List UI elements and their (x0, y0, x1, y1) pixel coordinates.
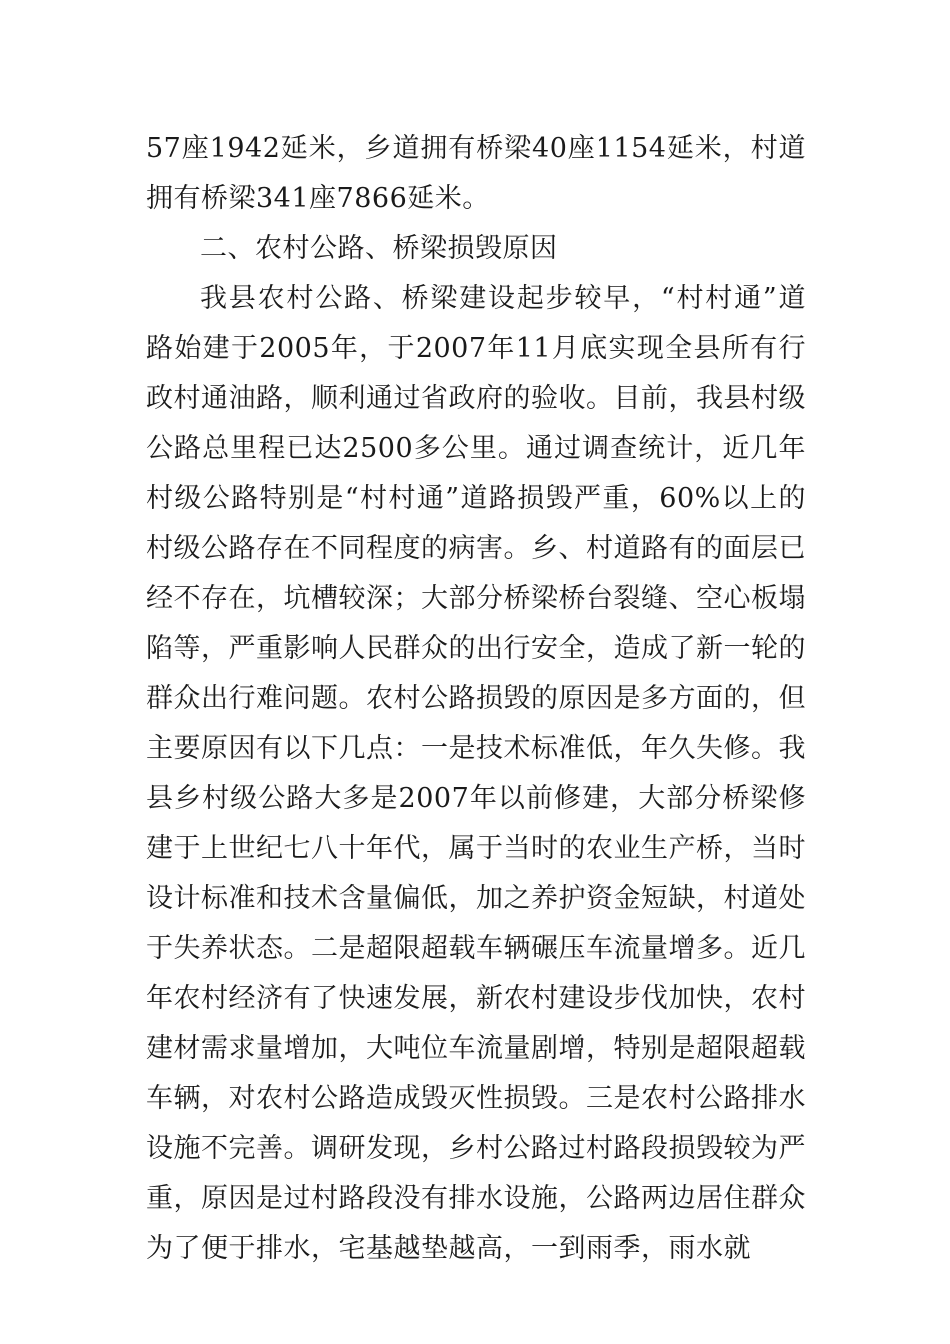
paragraph-body: 我县农村公路、桥梁建设起步较早，“村村通”道路始建于2005年，于2007年11月底实现全县所有行政村通油路，顺利通过省政府的验收。目前，我县村级公路总里程已达2500多公里。通过调查统计，近几年村级公路特别是“村村通”道路损毁严重，60%以上的村级公路存在不同程度的病害。乡、村道路有的面层已经不存在，坑槽较深；大部分桥梁桥台裂缝、空心板塌陷等，严重影响人民群众的出行安全，造成了新一轮的群众出行难问题。农村公路损毁的原因是多方面的，但主要原因有以下几点：一是技术标准低，年久失修。我县乡村级公路大多是2007年以前修建，大部分桥梁修建于上世纪七八十年代，属于当时的农业生产桥，当时设计标准和技术含量偏低，加之养护资金短缺，村道处于失养状态。二是超限超载车辆碾压车流量增多。近几年农村经济有了快速发展，新农村建设步伐加快，农村建材需求量增加，大吨位车流量剧增，特别是超限超载车辆，对农村公路造成毁灭性损毁。三是农村公路排水设施不完善。调研发现，乡村公路过村路段损毁较为严重，原因是过村路段没有排水设施，公路两边居住群众为了便于排水，宅基越垫越高，一到雨季，雨水就 (146, 283, 806, 1264)
paragraph-continuation: 57座1942延米，乡道拥有桥梁40座1154延米，村道拥有桥梁341座7866延米。 (146, 133, 806, 214)
document-body (146, 124, 806, 1274)
section-heading: 二、农村公路、桥梁损毁原因 (200, 233, 558, 264)
